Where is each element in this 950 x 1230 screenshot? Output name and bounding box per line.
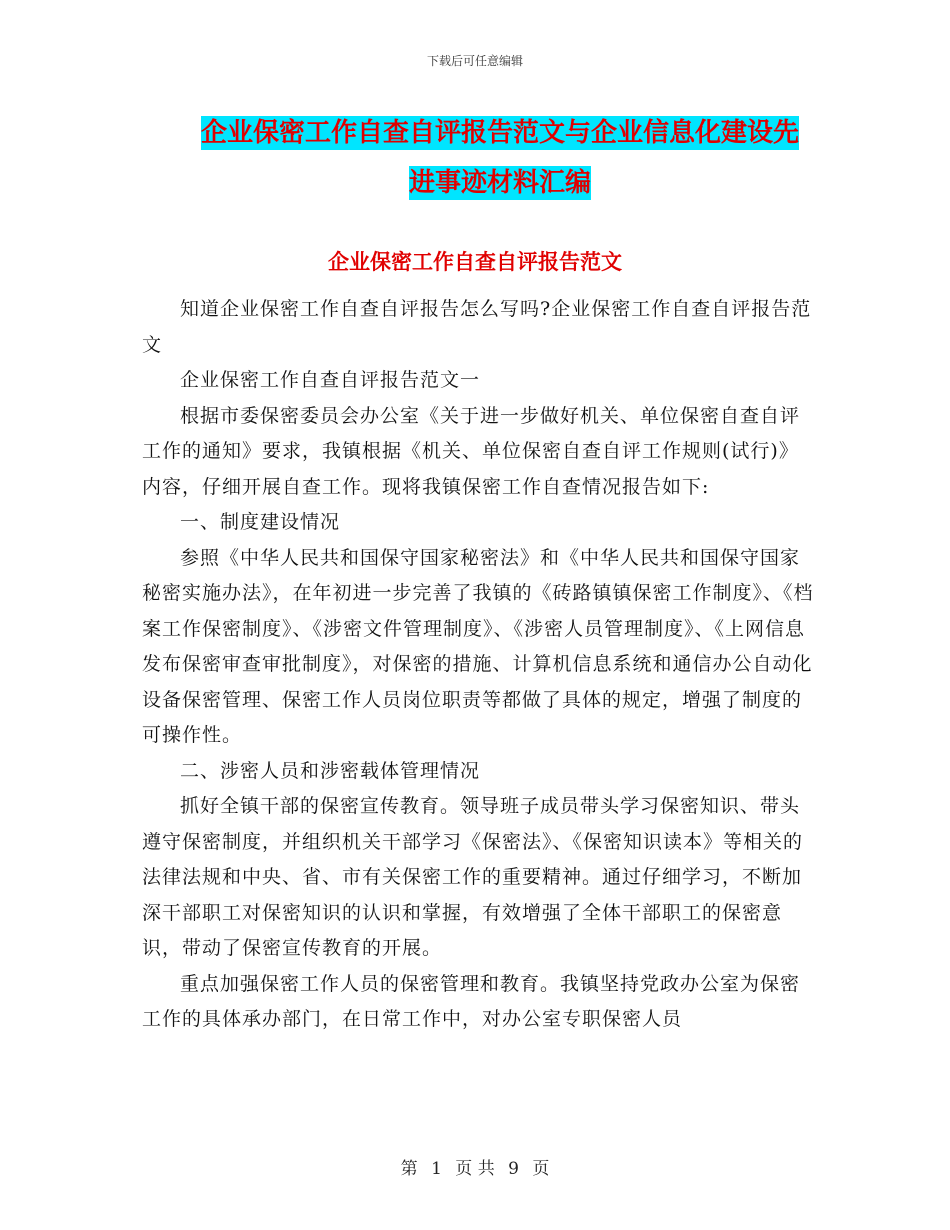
body-paragraph: 重点加强保密工作人员的保密管理和教育。我镇坚持党政办公室为保密工作的具体承办部门，在日常工作中，对办公室专职保密人员: [142, 972, 801, 1030]
document-title-line2: 进事迹材料汇编: [408, 168, 591, 198]
current-page-number: 1: [431, 1159, 442, 1179]
document-title-line1: 企业保密工作自查自评报告范文与企业信息化建设先: [200, 118, 799, 148]
document-body: [142, 292, 814, 1038]
body-paragraph: 参照《中华人民共和国保守国家秘密法》和《中华人民共和国保守国家秘密实施办法》，在年初进一步完善了我镇的《砖路镇镇保密工作制度》、《档案工作保密制度》、《涉密文件管理制度》、《涉密人员管理制度》、《上网信息发布保密审查审批制度》，对保密的措施、计算机信息系统和通信办公自动化设备保密管理、保密工作人员岗位职责等都做了具体的规定，增强了制度的可操作性。: [142, 546, 814, 746]
document-title: [150, 108, 850, 208]
body-paragraph: 企业保密工作自查自评报告范文一: [180, 369, 481, 391]
page-header-note: 下载后可任意编辑: [426, 54, 523, 68]
page-label-prefix: 第: [400, 1159, 418, 1179]
body-paragraph: 二、涉密人员和涉密载体管理情况: [180, 759, 481, 782]
body-paragraph: 知道企业保密工作自查自评报告怎么写吗?企业保密工作自查自评报告范文: [142, 298, 812, 356]
page-label-mid: 页 共: [455, 1159, 495, 1179]
page-number-footer: [0, 1154, 950, 1179]
body-paragraph: 抓好全镇干部的保密宣传教育。领导班子成员带头学习保密知识、带头遵守保密制度，并组织机关干部学习《保密法》、《保密知识读本》等相关的法律法规和中央、省、市有关保密工作的重要精神。通过仔细学习，不断加深干部职工对保密知识的认识和掌握，有效增强了全体干部职工的保密意识，带动了保密宣传教育的开展。: [142, 795, 804, 959]
total-pages-number: 9: [508, 1159, 519, 1179]
page-label-suffix: 页: [532, 1159, 550, 1179]
section-title: 企业保密工作自查自评报告范文: [328, 250, 622, 274]
body-paragraph: 一、制度建设情况: [180, 511, 341, 533]
body-paragraph: 根据市委保密委员会办公室《关于进一步做好机关、单位保密自查自评工作的通知》要求，我镇根据《机关、单位保密自查自评工作规则(试行)》内容，仔细开展自查工作。现将我镇保密工作自查情况报告如下:: [142, 404, 801, 498]
